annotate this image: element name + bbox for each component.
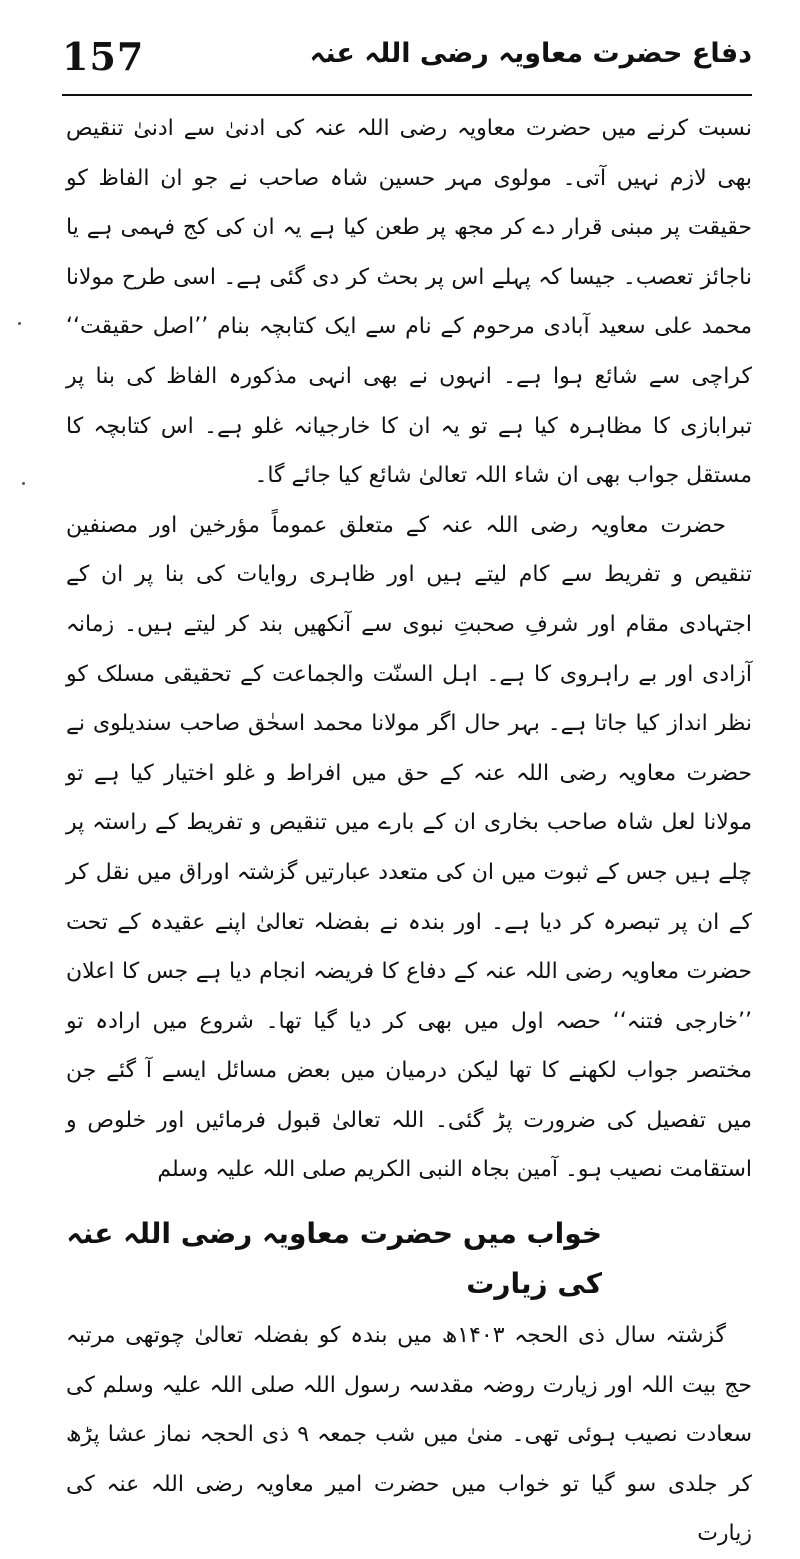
section-paragraph: گزشتہ سال ذی الحجہ ۱۴۰۳ھ میں بندہ کو بفضلہ تعالیٰ چوتھی مرتبہ حج بیت اللہ اور زیارت روضہ مقدسہ رسول اللہ صلی اللہ علیہ وسلم کی سعادت نصیب ہوئی تھی۔ منیٰ میں شب جمعہ ۹ ذی الحجہ نماز عشا پڑھ کر جلدی سو گیا تو خواب میں حضرت امیر معاویہ رضی اللہ عنہ کی زیارت	[66, 1323, 753, 1547]
page-number: 157	[62, 34, 145, 79]
running-title: دفاع حضرت معاویہ رضی اللہ عنہ	[309, 38, 752, 69]
body-text	[66, 104, 752, 1559]
page-header	[62, 28, 752, 92]
section-heading: خواب میں حضرت معاویہ رضی اللہ عنہ کی زیارت	[66, 1217, 602, 1301]
paragraph-2: حضرت معاویہ رضی اللہ عنہ کے متعلق عموماً مؤرخین اور مصنفین تنقیص و تفریط سے کام لیتے ہیں اور ظاہری روایات کی بنا پر ان کے اجتہادی مقام اور شرفِ صحبتِ نبوی سے آنکھیں بند کر لیتے ہیں۔ زمانہ آزادی اور بے راہروی کا ہے۔ اہل السنّت والجماعت کے تحقیقی مسلک کو نظر انداز کیا جاتا ہے۔ بہر حال اگر مولانا محمد اسحٰق صاحب سندیلوی نے حضرت معاویہ رضی اللہ عنہ کے حق میں افراط و غلو اختیار کیا ہے تو مولانا لعل شاہ صاحب بخاری ان کے بارے میں تنقیص و تفریط کے راستہ پر چلے ہیں جس کے ثبوت میں ان کی متعدد عبارتیں گزشتہ اوراق میں نقل کر کے ان پر تبصرہ کر دیا ہے۔ اور بندہ نے بفضلہ تعالیٰ اپنے عقیدہ کے تحت حضرت معاویہ رضی اللہ عنہ کے دفاع کا فریضہ انجام دیا ہے جس کا اعلان ’’خارجی فتنہ‘‘ حصہ اول میں بھی کر دیا گیا تھا۔ شروع میں ارادہ تو مختصر جواب لکھنے کا تھا لیکن درمیان میں بعض مسائل ایسے آ گئے جن میں تفصیل کی ضرورت پڑ گئی۔ اللہ تعالیٰ قبول فرمائیں اور خلوص و استقامت نصیب ہو۔ آمین بجاہ النبی الکریم صلی اللہ علیہ وسلم	[66, 512, 752, 1183]
margin-speck	[18, 322, 21, 325]
header-rule	[62, 94, 752, 96]
margin-speck	[22, 482, 25, 485]
paragraph-1: نسبت کرنے میں حضرت معاویہ رضی اللہ عنہ کی ادنیٰ سے ادنیٰ تنقیص بھی لازم نہیں آتی۔ مولوی مہر حسین شاہ صاحب نے جو ان الفاظ کو حقیقت پر مبنی قرار دے کر مجھ پر طعن کیا ہے یہ ان کی کج فہمی ہے یا ناجائز تعصب۔ جیسا کہ پہلے اس پر بحث کر دی گئی ہے۔ اسی طرح مولانا محمد علی سعید آبادی مرحوم کے نام سے ایک کتابچہ بنام ’’اصل حقیقت‘‘ کراچی سے شائع ہوا ہے۔ انہوں نے بھی انہی مذکورہ الفاظ کی بنا پر تبرابازی کا مظاہرہ کیا ہے تو یہ ان کا خارجیانہ غلو ہے۔ اس کتابچہ کا مستقل جواب بھی ان شاء اللہ تعالیٰ شائع کیا جائے گا۔	[66, 116, 752, 489]
